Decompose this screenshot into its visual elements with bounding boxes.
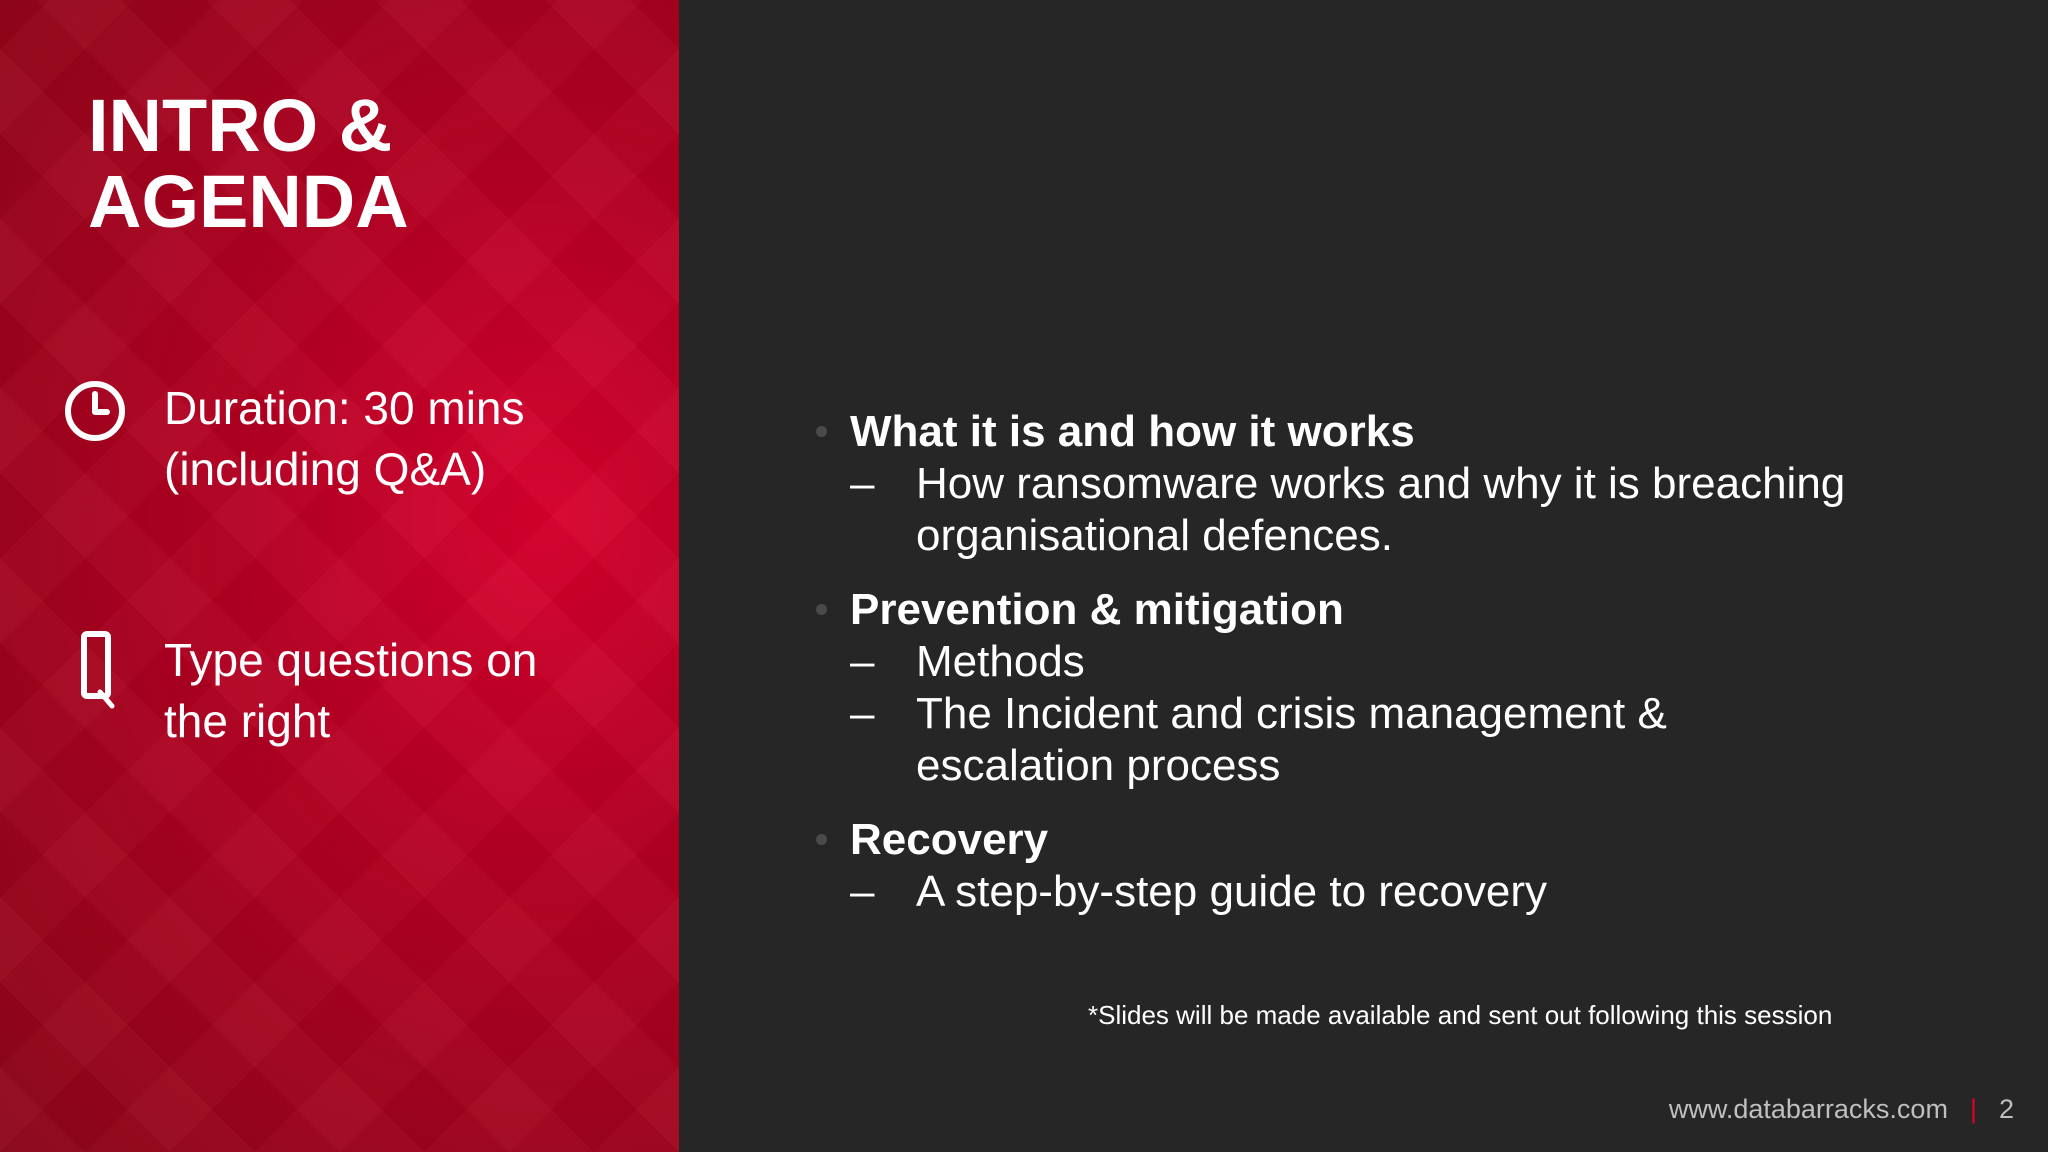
subitem-text: [916, 688, 1845, 792]
subitem-line: The Incident and crisis management &: [916, 689, 1667, 738]
agenda-heading: What it is and how it works: [850, 407, 1415, 456]
agenda-subitem: [850, 636, 1845, 688]
subitem-text: [916, 458, 1845, 562]
agenda-item: [810, 406, 1845, 562]
footer-separator: |: [1969, 1094, 1977, 1124]
agenda-subitem: [850, 688, 1845, 792]
footer: [1669, 1094, 2014, 1125]
dash-marker: –: [850, 459, 875, 508]
duration-text: [164, 378, 525, 500]
duration-line: (including Q&A): [164, 443, 487, 495]
clock-icon: [62, 378, 128, 444]
page-number: 2: [1998, 1094, 2014, 1124]
agenda-heading: Recovery: [850, 815, 1049, 864]
slides-availability-note: *Slides will be made available and sent out following this session: [1088, 1000, 1833, 1030]
agenda-subitem: [850, 458, 1845, 562]
bullet-dot: [816, 426, 827, 437]
questions-text: [164, 630, 537, 752]
agenda-item: [810, 584, 1845, 792]
subitem-line: A step-by-step guide to recovery: [916, 867, 1547, 916]
subitem-text: [916, 866, 1845, 918]
slide-title: [88, 84, 409, 243]
dash-marker: –: [850, 637, 875, 686]
questions-line: the right: [164, 695, 331, 747]
bullet-dot: [816, 834, 827, 845]
left-panel: [0, 0, 679, 1152]
agenda-item: [810, 814, 1845, 918]
dash-marker: –: [850, 689, 875, 738]
dash-marker: –: [850, 867, 875, 916]
agenda-subitem: [850, 866, 1845, 918]
questions-line: Type questions on: [164, 634, 538, 686]
agenda-list: [810, 406, 1845, 940]
question-entry-icon: [62, 630, 128, 710]
subitem-line: escalation process: [916, 741, 1281, 790]
agenda-heading: Prevention & mitigation: [850, 585, 1344, 634]
duration-line: Duration: 30 mins: [164, 382, 525, 434]
title-line: AGENDA: [88, 160, 409, 243]
subitem-text: [916, 636, 1845, 688]
bullet-dot: [816, 604, 827, 615]
subitem-line: How ransomware works and why it is breaching: [916, 459, 1846, 508]
title-line: INTRO &: [88, 84, 393, 167]
subitem-line: Methods: [916, 637, 1085, 686]
website-link[interactable]: www.databarracks.com: [1668, 1094, 1948, 1124]
subitem-line: organisational defences.: [916, 511, 1393, 560]
